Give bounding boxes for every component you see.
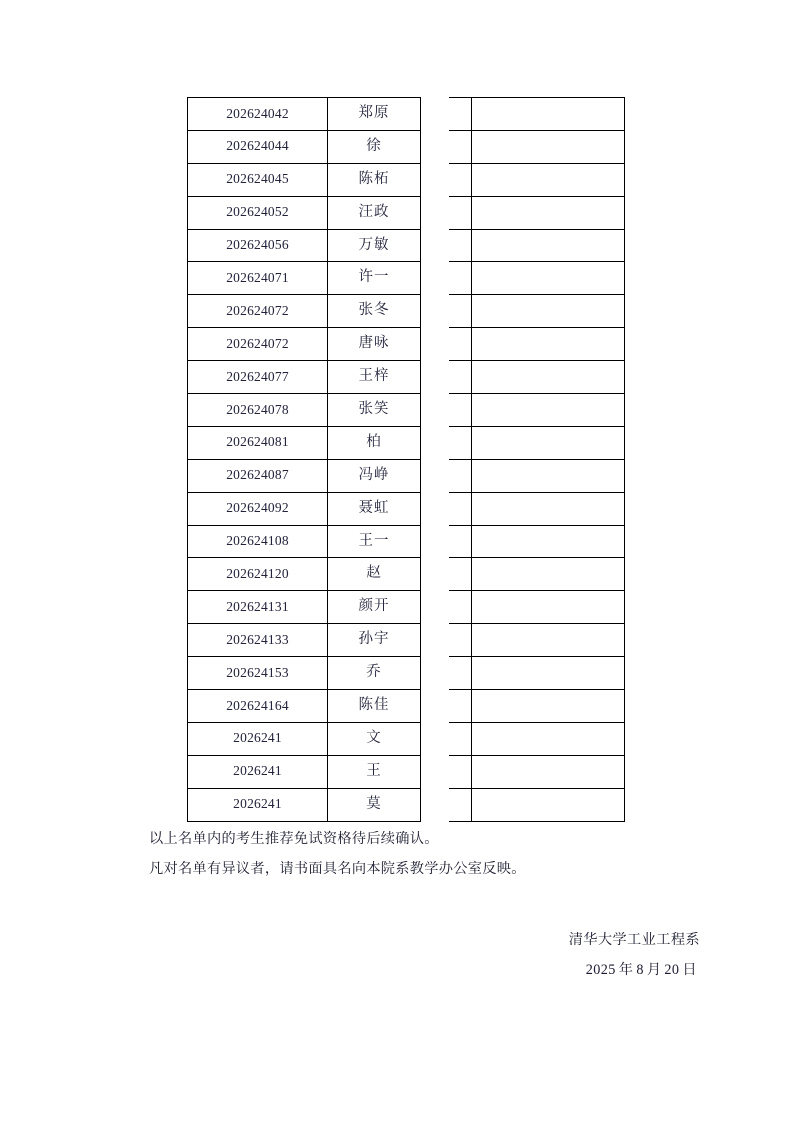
cell-student-id (188, 788, 328, 821)
student-id-text: 2026241 (233, 763, 282, 779)
cell-spacer (421, 426, 472, 459)
signature-date-year: 2025 (585, 962, 616, 978)
note-line-confirmation: 以上名单内的考生推荐免试资格待后续确认。 (149, 831, 439, 847)
cell-candidate-name (328, 492, 421, 525)
cell-spacer (421, 755, 472, 788)
candidate-name-text: 孙宇 (358, 631, 390, 648)
student-id-text: 202624081 (226, 434, 289, 450)
table-row (188, 591, 625, 624)
cell-candidate-name (328, 328, 421, 361)
cell-student-id (188, 130, 328, 163)
cell-remark (472, 755, 625, 788)
cell-remark (472, 722, 625, 755)
cell-student-id (188, 196, 328, 229)
cell-candidate-name (328, 722, 421, 755)
cell-candidate-name (328, 229, 421, 262)
cell-student-id (188, 657, 328, 690)
cell-remark (472, 163, 625, 196)
cell-spacer (421, 525, 472, 558)
table-row (188, 426, 625, 459)
student-id-text: 202624071 (226, 269, 289, 285)
cell-remark (472, 426, 625, 459)
signature-date-year-label: 年 (618, 962, 634, 978)
table-row (188, 163, 625, 196)
candidate-name-text: 唐咏 (358, 335, 390, 352)
student-id-text: 202624056 (226, 237, 289, 253)
cell-student-id (188, 295, 328, 328)
cell-student-id (188, 459, 328, 492)
student-id-text: 202624133 (226, 631, 289, 647)
cell-remark (472, 130, 625, 163)
cell-candidate-name (328, 657, 421, 690)
table-row (188, 788, 625, 821)
cell-student-id (188, 262, 328, 295)
student-id-text: 202624087 (226, 467, 289, 483)
cell-student-id (188, 525, 328, 558)
cell-spacer (421, 492, 472, 525)
table-row (188, 690, 625, 723)
student-id-text: 202624164 (226, 697, 289, 713)
candidate-name-text: 张冬 (358, 302, 390, 319)
cell-spacer (421, 459, 472, 492)
cell-remark (472, 624, 625, 657)
cell-remark (472, 196, 625, 229)
table-row (188, 295, 625, 328)
cell-remark (472, 591, 625, 624)
cell-remark (472, 459, 625, 492)
signature-date (300, 955, 700, 985)
roster-table-body (188, 98, 625, 822)
candidate-name-text: 陈柘 (358, 170, 390, 187)
cell-remark (472, 492, 625, 525)
cell-remark (472, 657, 625, 690)
signature-organization: 清华大学工业工程系 (568, 932, 700, 948)
table-row (188, 558, 625, 591)
student-id-text: 202624120 (226, 565, 289, 581)
student-id-text: 202624077 (226, 368, 289, 384)
cell-candidate-name (328, 394, 421, 427)
cell-spacer (421, 130, 472, 163)
candidate-name-text: 徐 (366, 137, 382, 154)
cell-student-id (188, 722, 328, 755)
cell-spacer (421, 98, 472, 131)
table-row (188, 262, 625, 295)
candidate-name-text: 柏 (366, 433, 382, 450)
cell-student-id (188, 163, 328, 196)
table-row (188, 459, 625, 492)
candidate-name-text: 王梓 (358, 368, 390, 385)
table-row (188, 492, 625, 525)
candidate-name-text: 聂虹 (358, 499, 390, 516)
cell-candidate-name (328, 262, 421, 295)
candidate-name-text: 颜开 (358, 598, 390, 615)
cell-remark (472, 295, 625, 328)
candidate-name-text: 赵 (366, 565, 382, 582)
cell-spacer (421, 196, 472, 229)
table-row (188, 196, 625, 229)
cell-remark (472, 361, 625, 394)
cell-candidate-name (328, 755, 421, 788)
candidate-name-text: 文 (366, 729, 382, 746)
table-row (188, 130, 625, 163)
table-row (188, 328, 625, 361)
student-id-text: 2026241 (233, 730, 282, 746)
table-row (188, 361, 625, 394)
cell-student-id (188, 492, 328, 525)
cell-candidate-name (328, 459, 421, 492)
student-id-text: 202624044 (226, 138, 289, 154)
cell-remark (472, 525, 625, 558)
cell-candidate-name (328, 624, 421, 657)
cell-spacer (421, 591, 472, 624)
cell-remark (472, 262, 625, 295)
cell-candidate-name (328, 130, 421, 163)
cell-student-id (188, 394, 328, 427)
student-id-text: 202624131 (226, 598, 289, 614)
cell-student-id (188, 558, 328, 591)
student-id-text: 202624042 (226, 105, 289, 121)
cell-student-id (188, 328, 328, 361)
signature-date-month: 8 (636, 962, 644, 978)
signature-block (300, 925, 792, 985)
table-row (188, 624, 625, 657)
cell-spacer (421, 262, 472, 295)
candidate-roster-table (187, 97, 625, 822)
table-row (188, 98, 625, 131)
student-id-text: 202624078 (226, 401, 289, 417)
candidate-name-text: 莫 (366, 795, 382, 812)
cell-spacer (421, 624, 472, 657)
candidate-name-text: 万敏 (358, 236, 390, 253)
cell-spacer (421, 657, 472, 690)
signature-date-month-label: 月 (646, 962, 662, 978)
cell-student-id (188, 426, 328, 459)
cell-candidate-name (328, 788, 421, 821)
cell-remark (472, 328, 625, 361)
cell-spacer (421, 722, 472, 755)
signature-date-day-label: 日 (682, 962, 697, 978)
table-row (188, 722, 625, 755)
candidate-name-text: 张笑 (358, 400, 390, 417)
cell-student-id (188, 98, 328, 131)
cell-remark (472, 690, 625, 723)
student-id-text: 202624092 (226, 500, 289, 516)
cell-spacer (421, 558, 472, 591)
cell-spacer (421, 394, 472, 427)
student-id-text: 202624072 (226, 302, 289, 318)
notes-block (149, 824, 669, 884)
cell-remark (472, 394, 625, 427)
candidate-name-text: 王一 (358, 532, 390, 549)
candidate-name-text: 乔 (366, 664, 382, 681)
cell-student-id (188, 755, 328, 788)
cell-student-id (188, 690, 328, 723)
candidate-name-text: 冯峥 (358, 466, 390, 483)
cell-remark (472, 98, 625, 131)
cell-candidate-name (328, 525, 421, 558)
student-id-text: 202624153 (226, 664, 289, 680)
candidate-name-text: 陈佳 (358, 697, 390, 713)
student-id-text: 2026241 (233, 796, 282, 812)
cell-candidate-name (328, 558, 421, 591)
candidate-name-text: 郑原 (358, 104, 390, 121)
student-id-text: 202624072 (226, 335, 289, 351)
cell-student-id (188, 361, 328, 394)
cell-spacer (421, 229, 472, 262)
cell-student-id (188, 229, 328, 262)
cell-candidate-name (328, 690, 421, 723)
note-line-objection: 凡对名单有异议者，请书面具名向本院系教学办公室反映。 (149, 861, 526, 877)
cell-candidate-name (328, 163, 421, 196)
cell-spacer (421, 163, 472, 196)
cell-spacer (421, 328, 472, 361)
table-row (188, 657, 625, 690)
cell-candidate-name (328, 295, 421, 328)
cell-student-id (188, 591, 328, 624)
table-row (188, 525, 625, 558)
student-id-text: 202624052 (226, 204, 289, 220)
student-id-text: 202624108 (226, 533, 289, 549)
cell-candidate-name (328, 361, 421, 394)
cell-spacer (421, 690, 472, 723)
cell-candidate-name (328, 98, 421, 131)
signature-date-day: 20 (664, 962, 680, 978)
candidate-name-text: 许一 (358, 269, 390, 286)
table-row (188, 755, 625, 788)
candidate-name-text: 汪政 (358, 203, 390, 220)
cell-student-id (188, 624, 328, 657)
cell-remark (472, 558, 625, 591)
cell-candidate-name (328, 196, 421, 229)
table-row (188, 394, 625, 427)
cell-spacer (421, 361, 472, 394)
cell-spacer (421, 295, 472, 328)
cell-candidate-name (328, 426, 421, 459)
cell-remark (472, 229, 625, 262)
cell-spacer (421, 788, 472, 821)
student-id-text: 202624045 (226, 171, 289, 187)
table-row (188, 229, 625, 262)
candidate-name-text: 王 (366, 762, 382, 779)
cell-candidate-name (328, 591, 421, 624)
cell-remark (472, 788, 625, 821)
